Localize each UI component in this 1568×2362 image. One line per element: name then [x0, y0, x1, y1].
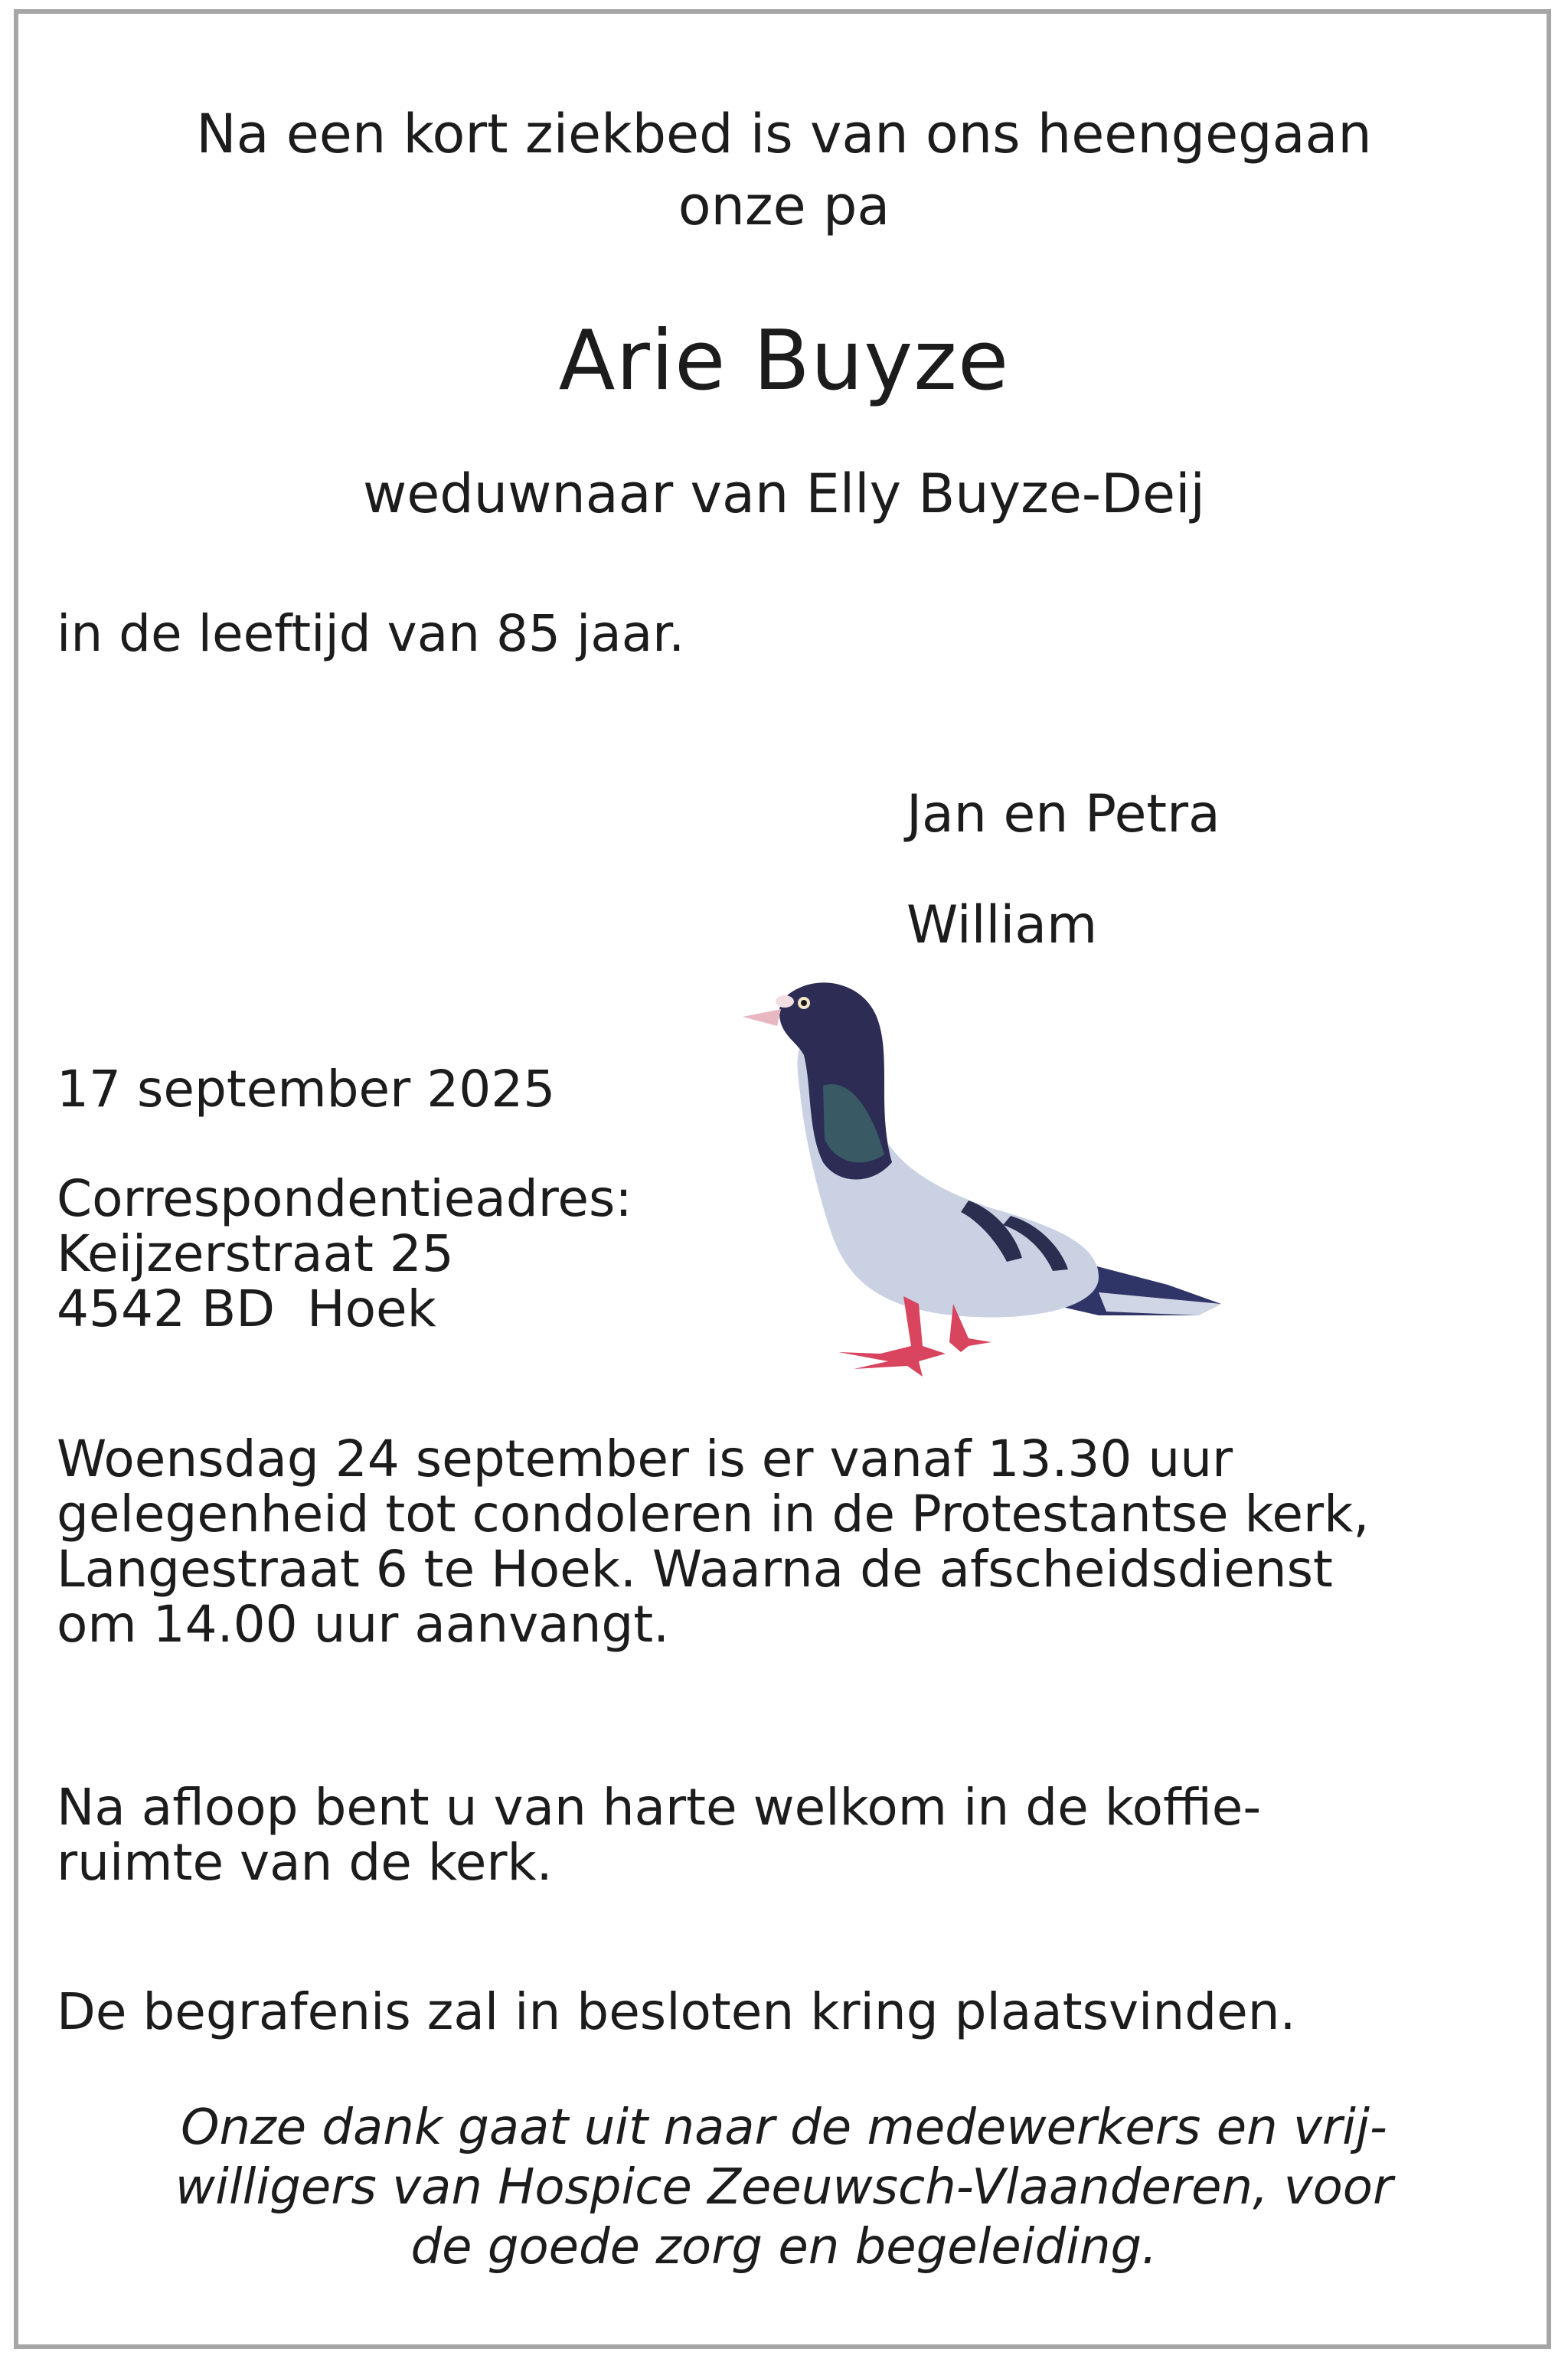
paragraph-line: Langestraat 6 te Hoek. Waarna de afscheidsdienst [57, 1540, 1333, 1599]
intro-line-2: onze pa [678, 175, 890, 237]
thanks-line: Onze dank gaat uit naar de medewerkers en vrij- [181, 2099, 1387, 2156]
pigeon-cere [776, 995, 794, 1008]
announcement-date: 17 september 2025 [57, 1060, 556, 1119]
pigeon-illustration [739, 956, 1236, 1384]
thanks-paragraph [0, 2098, 1568, 2277]
welcome-paragraph [57, 1780, 1261, 1890]
condolence-paragraph [57, 1429, 1370, 1654]
paragraph-line: ruimte van de kerk. [57, 1833, 553, 1892]
paragraph-line: Woensdag 24 september is er vanaf 13.30 uur [57, 1429, 1233, 1488]
paragraph-line: Na afloop bent u van harte welkom in de koffie- [57, 1778, 1262, 1837]
address-city: 4542 BD Hoek [57, 1279, 436, 1338]
burial-paragraph: De begrafenis zal in besloten kring plaatsvinden. [57, 1982, 1296, 2041]
family-member-1: Jan en Petra [906, 784, 1220, 845]
paragraph-line: gelegenheid tot condoleren in de Protestantse kerk, [57, 1485, 1370, 1544]
thanks-line: de goede zorg en begeleiding. [410, 2219, 1158, 2275]
address-street: Keijzerstraat 25 [57, 1224, 454, 1283]
intro-line-1: Na een kort ziekbed is van ons heengegaan [196, 103, 1372, 165]
paragraph-line: om 14.00 uur aanvangt. [57, 1595, 670, 1654]
age-line: in de leeftijd van 85 jaar. [57, 604, 685, 663]
thanks-line: willigers van Hospice Zeeuwsch-Vlaanderen, voor [175, 2159, 1393, 2216]
deceased-name: Arie Buyze [558, 313, 1010, 409]
widower-subtitle: weduwnaar van Elly Buyze-Deij [362, 462, 1206, 525]
address-label: Correspondentieadres: [57, 1169, 632, 1228]
pigeon-pupil [801, 1000, 807, 1006]
family-member-2: William [906, 895, 1098, 956]
pigeon-beak [743, 1009, 781, 1026]
correspondence-address [57, 1171, 632, 1337]
